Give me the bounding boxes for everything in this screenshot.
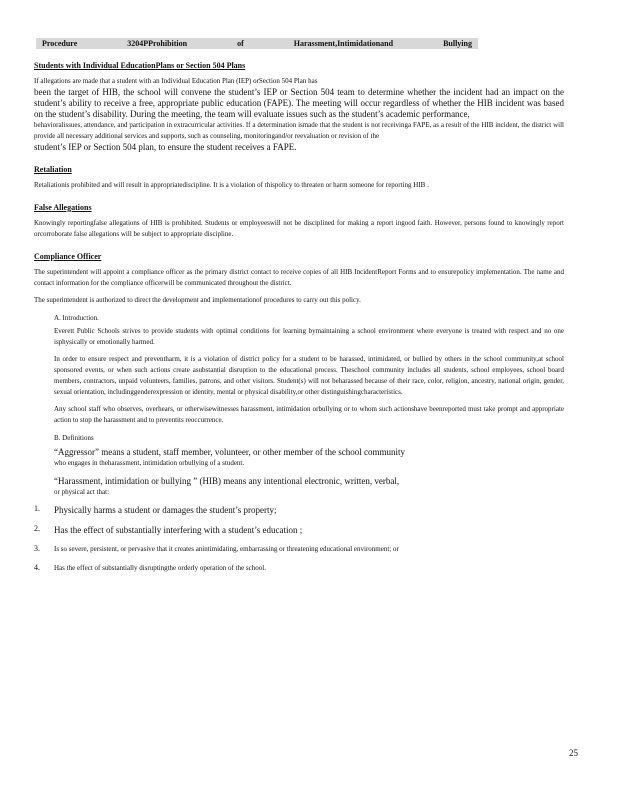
list-item-number: 4.: [34, 563, 40, 572]
list-item-text: Is so severe, persistent, or pervasive that it creates anintimidating, embarrassing or threatening educational environment; or: [54, 545, 399, 553]
list-item: [34, 563, 564, 574]
intro-paragraph-3: Any school staff who observes, overhears, or otherwisewitnesses harassment, intimidation orbullying or to whom such actionshave beenreported must take prompt and appropriate action to stop the harassment and to preventits reoccurrence.: [54, 405, 564, 424]
list-item-number: 1.: [34, 504, 40, 513]
hib-lead: “Harassment, intimidation or bullying ” (HIB) means any intentional electronic, written, verbal,: [54, 476, 400, 486]
page-number: 25: [569, 748, 578, 758]
list-item-text: Has the effect of substantially disruptingthe orderly operation of the school.: [54, 564, 266, 572]
false-allegations-title: False Allegations: [34, 203, 92, 212]
hib-definition: [54, 475, 564, 498]
definitions-list: [34, 504, 564, 574]
list-item-text: Physically harms a student or damages the student’s property;: [54, 505, 277, 515]
list-item: [34, 544, 564, 555]
intro-paragraph-1: Everett Public Schools strives to provide students with optimal conditions for learning bymaintaining a school environment where everyone is treated with respect and no one isphysically or emotionally harmed.: [54, 327, 564, 346]
plans-paragraph-big: been the target of HIB, the school will convene the student’s IEP or Section 504 team to determine whether the incident had an impact on the student’s ability to receive a free, appropriate public education (FAPE). The meeting will occur regardless of whether the HIB incident was based on the student’s disability. During the meeting, the team will evaluate issues such as the student’s academic performance,: [34, 87, 564, 119]
header-procedure: Procedure: [42, 39, 78, 48]
hib-rest: or physical act that:: [54, 488, 110, 496]
plans-paragraph-big-2: student’s IEP or Section 504 plan, to ensure the student receives a FAPE.: [34, 142, 297, 152]
list-item-text: Has the effect of substantially interfering with a student’s education ;: [54, 525, 303, 535]
plans-paragraph-small-2: behavioralissues, attendance, and participation in extracurricular activities. If a determination ismade that the student is not receivinga FAPE, as a result of the HIB incident, the district will provide all necessary additional services and supports, such as counseling, monitoringand/or reevaluation or revision of the: [34, 121, 564, 140]
aggressor-definition: [54, 446, 564, 469]
intro-paragraph-2: In order to ensure respect and preventharm, it is a violation of district policy for a student to be harassed, intimidated, or bullied by others in the school community,at school sponsored events, or when such actions create asubstantial disruption to the educational process. Theschool community includes all students, school employees, school board members, contractors, unpaid volunteers, families, patrons, and other visitors. Student(s) will not beharassed because of their race, color, religion, ancestry, national origin, gender, sexual orientation, includinggenderexpression or identity, mental or physical disability,or other distinguishingcharacteristics.: [54, 355, 564, 396]
intro-label: A. Introduction.: [54, 314, 99, 322]
retaliation-title: Retaliation: [34, 165, 72, 174]
header-code: 3204PProhibition: [127, 39, 188, 48]
compliance-title: Compliance Officer: [34, 252, 102, 261]
document-page: [34, 38, 564, 582]
aggressor-rest: who engages in theharassment, intimidation orbullying of a student.: [54, 459, 245, 467]
list-item-number: 2.: [34, 524, 40, 533]
compliance-paragraph-2: The superintendent is authorized to direct the development and implementationof procedures to carry out this policy.: [34, 296, 361, 304]
list-item: [34, 504, 564, 516]
false-allegations-text: Knowingly reportingfalse allegations of HIB is prohibited. Students or employeeswill not be disciplined for making a report ingood faith. However, persons found to knowingly report orcorroborate false allegations will be subject to appropriate discipline.: [34, 219, 564, 238]
aggressor-lead: “Aggressor” means a student, staff member, volunteer, or other member of the school community: [54, 447, 406, 457]
list-item: [34, 524, 564, 536]
definitions-label: B. Definitions: [54, 434, 94, 442]
retaliation-text: Retaliationis prohibited and will result in appropriatediscipline. It is a violation of thispolicy to threaten or harm someone for reporting HIB .: [34, 181, 429, 189]
list-item-number: 3.: [34, 544, 40, 553]
header-bullying: Bullying: [443, 39, 472, 48]
header-title: Harassment,Intimidationand: [293, 39, 394, 48]
plans-paragraph-small: If allegations are made that a student with an Individual Education Plan (IEP) orSection 504 Plan has: [34, 77, 318, 85]
header-of: of: [237, 39, 244, 48]
compliance-paragraph-1: The superintendent will appoint a compliance officer as the primary district contact to receive copies of all HIB IncidentReport Forms and to ensurepolicy implementation. The name and contact information for the compliance officerwill be communicated throughout the district.: [34, 268, 564, 287]
procedure-header: [36, 38, 478, 49]
plans-section-title: Students with Individual EducationPlans or Section 504 Plans: [34, 61, 246, 70]
